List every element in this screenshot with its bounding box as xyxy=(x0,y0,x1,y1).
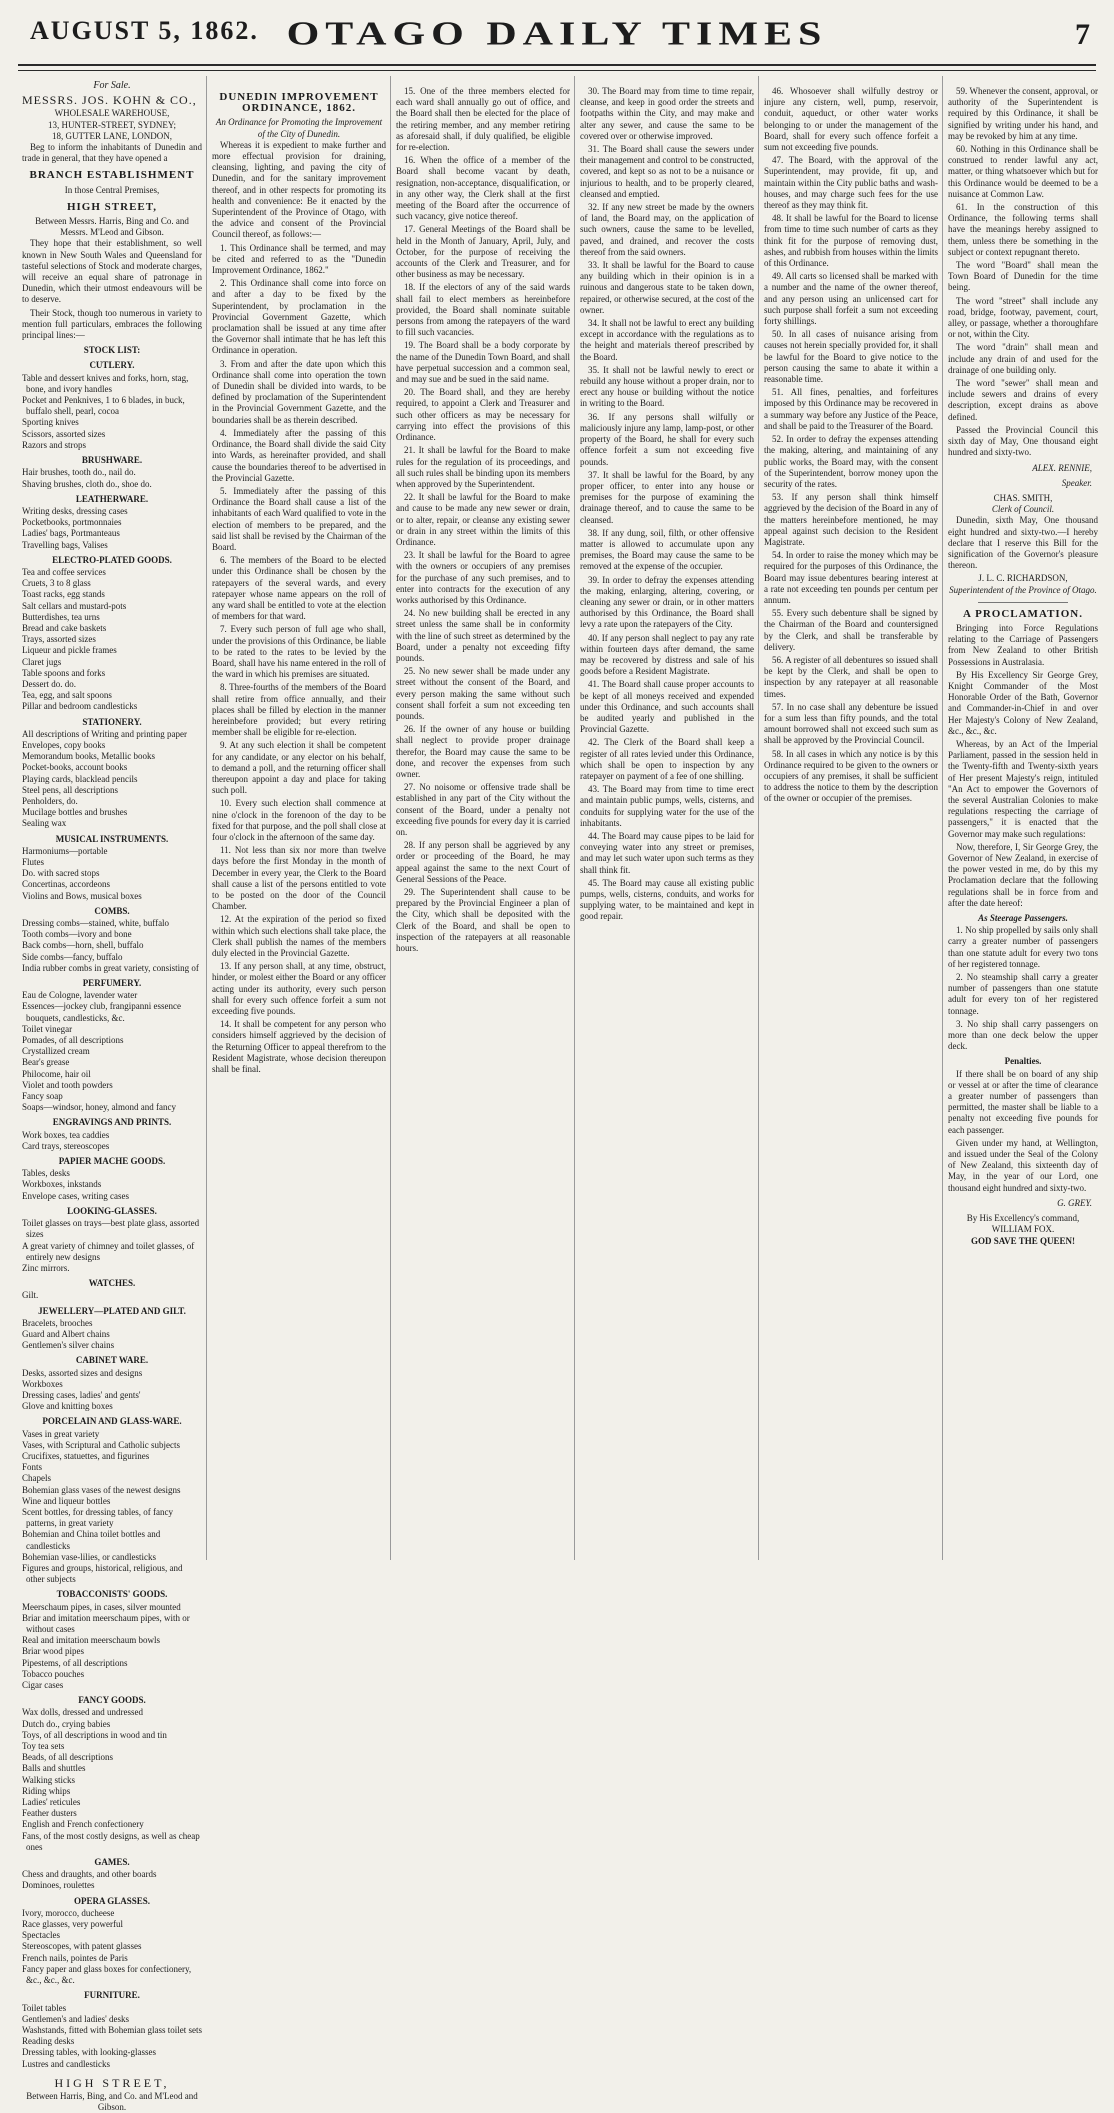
stock-section-heading: FANCY GOODS. xyxy=(78,1695,146,1706)
ordinance-clause: 23. It shall be lawful for the Board to agree with the owners or occupiers of any premises for the purchase of any such premises, and to enter into contracts for the execution of any works authorised by this Ordinance. xyxy=(396,550,570,605)
stock-item-list xyxy=(22,2003,202,2070)
firm-type: WHOLESALE WAREHOUSE, xyxy=(54,108,170,119)
stock-item: Do. with sacred stops xyxy=(22,868,100,879)
stock-item: Workboxes, inkstands xyxy=(22,1179,102,1190)
stock-item: Race glasses, very powerful xyxy=(22,1919,123,1930)
column-ordinance-5 xyxy=(948,86,1098,1556)
ordinance-clause: 53. If any person shall think himself aggrieved by the decision of the Board in any of the matters hereinbefore mentioned, he may appeal against such decision to the Resident Magistrate. xyxy=(764,492,938,547)
stock-item: Violins and Bows, musical boxes xyxy=(22,890,142,901)
stock-item: Balls and shuttles xyxy=(22,1763,86,1774)
superintendent-title: Superintendent of the Province of Otago. xyxy=(949,584,1097,595)
ordinance-clause: 20. The Board shall, and they are hereby required, to appoint a Clerk and Treasurer and such other officers as may be necessary for carrying into effect the provisions of this Ordinance. xyxy=(396,387,570,443)
stock-item: Cigar cases xyxy=(22,1680,64,1691)
stock-item-list xyxy=(22,373,202,451)
governor-signature: G. GREY. xyxy=(1057,1197,1092,1208)
issue-date: AUGUST 5, 1862. xyxy=(30,16,259,45)
firm-address: 13, HUNTER-STREET, SYDNEY; xyxy=(48,119,176,130)
stock-item-list xyxy=(22,1168,202,1202)
ordinance-clause: 5. Immediately after the passing of this Ordinance the Board shall cause a list of the inhabitants of each Ward qualified to vote in the election of members to be prepared, and the said list shall be revised by the Chairman of the Board. xyxy=(212,485,386,552)
stock-item: Real and imitation meerschaum bowls xyxy=(22,1635,160,1646)
speaker-title: Speaker. xyxy=(1061,477,1092,488)
ordinance-clause: 45. The Board may cause all existing public pumps, wells, cisterns, conduits, and works for supplying water, to be maintained and kept in good repair. xyxy=(580,877,754,922)
ordinance-clause: 21. It shall be lawful for the Board to make rules for the regulation of its proceedings, and all such rules shall be binding upon its members when approved by the Superintendent. xyxy=(396,445,570,489)
ordinance-title: DUNEDIN IMPROVEMENT ORDINANCE, 1862. xyxy=(219,91,379,115)
column-ordinance-1 xyxy=(212,86,386,1556)
speaker-name: ALEX. RENNIE, xyxy=(1032,462,1092,473)
ordinance-clause: The word "Board" shall mean the Town Board of Dunedin for the time being. xyxy=(948,260,1098,293)
ordinance-clause: 17. General Meetings of the Board shall be held in the Month of January, April, July, and October, for the purpose of receiving the accounts of the Clerk and Treasurer, and for other business as may be necessary. xyxy=(396,224,570,280)
stock-item: Tables, desks xyxy=(22,1168,70,1179)
stock-item: Bread and cake baskets xyxy=(22,622,107,633)
stock-item: Violet and tooth powders xyxy=(22,1079,113,1090)
ordinance-clause: 56. A register of all debentures so issued shall be kept by the Clerk, and shall be open to inspection by any ratepayer at all reasonable times. xyxy=(764,654,938,699)
stock-item: Dressing cases, ladies' and gents' xyxy=(22,1389,141,1400)
stock-section-heading: CABINET WARE. xyxy=(75,1355,149,1366)
ordinance-clause: 58. In all cases in which any notice is by this Ordinance required to be given to the owners or occupiers of any premises, it shall be sufficient to address the notice to them by the description of the owner or occupier of the premises. xyxy=(764,748,938,804)
ordinance-clause: 37. It shall be lawful for the Board, by any proper officer, to enter into any house or premises for the purpose of examining the drainage thereof, and to cause the same to be cleansed. xyxy=(580,469,754,525)
ordinance-clause: 48. It shall be lawful for the Board to license from time to time such number of carts as they think fit for the purpose of removing dust, ashes, and rubbish from houses within the limits of this Ordinance. xyxy=(764,213,938,269)
stock-item: Reading desks xyxy=(22,2036,75,2047)
stock-item: Dressing tables, with looking-glasses xyxy=(22,2047,156,2058)
ordinance-clause: 51. All fines, penalties, and forfeitures imposed by this Ordinance may be recovered in a summary way before any Justice of the Peace, and shall be paid to the Treasurer of the Board. xyxy=(764,387,938,431)
stock-item: Chess and draughts, and other boards xyxy=(22,1869,157,1880)
stock-item: Dessert do. do. xyxy=(22,678,76,689)
stock-item-list xyxy=(22,467,202,489)
assent-notice: Dunedin, sixth May, One thousand eight hundred and sixty-two.—I hereby declare that I reserve this Bill for the signification of the Governor's pleasure thereon. xyxy=(948,515,1098,571)
ordinance-clause: 6. The members of the Board to be elected under this Ordinance shall be chosen by the ratepayers of the several wards, and every ratepayer whose name appears on the roll of any ward shall be entitled to vote at the election of members for that ward. xyxy=(212,555,386,622)
column-ordinance-3 xyxy=(580,86,754,1556)
stock-item: Penholders, do. xyxy=(22,795,78,806)
stock-item: Envelope cases, writing cases xyxy=(22,1190,129,1201)
clerk-name: CHAS. SMITH, xyxy=(993,492,1053,503)
stock-item: Ivory, morocco, ducheese xyxy=(22,1907,115,1918)
stock-item: Dressing combs—stained, white, buffalo xyxy=(22,918,170,929)
stock-section-heading: WATCHES. xyxy=(88,1278,136,1289)
steerage-heading: As Steerage Passengers. xyxy=(978,913,1068,924)
ordinance-sections xyxy=(580,86,754,923)
stock-section-heading: ENGRAVINGS AND PRINTS. xyxy=(52,1117,172,1128)
ordinance-clause: 50. In all cases of nuisance arising from causes not herein specially provided for, it shall be lawful for the Board to give notice to the person causing the same to abate it within a reasonable time. xyxy=(764,329,938,385)
stock-item: Wine and liqueur bottles xyxy=(22,1495,111,1506)
ordinance-clause: The word "sewer" shall mean and include sewers and drains of every description, except drains as above defined. xyxy=(948,378,1098,422)
stock-item: Zinc mirrors. xyxy=(22,1262,70,1273)
ordinance-clause: 38. If any dung, soil, filth, or other offensive matter is allowed to accumulate upon any premises, the Board may cause the same to be removed at the expense of the occupier. xyxy=(580,527,754,572)
stock-item: Mucilage bottles and brushes xyxy=(22,807,128,818)
ordinance-clause: 46. Whosoever shall wilfully destroy or injure any cistern, well, pump, reservoir, conduit, aqueduct, or other water works belonging to or under the management of the Board, shall for every such offence forfeit a sum not exceeding five pounds. xyxy=(764,86,938,153)
stock-section-heading: LOOKING-GLASSES. xyxy=(67,1205,157,1216)
stock-section-heading: STATIONERY. xyxy=(82,716,142,727)
ordinance-clause: 59. Whenever the consent, approval, or authority of the Superintendent is required by this Ordinance, it shall be signified by writing under his hand, and may be revoked by him at any time. xyxy=(948,86,1098,141)
stock-item: Toilet tables xyxy=(22,2002,67,2013)
ordinance-clause: 44. The Board may cause pipes to be laid for conveying water into any street or premises, and may let such water upon such terms as they shall think fit. xyxy=(580,831,754,875)
page-number: 7 xyxy=(1075,18,1090,51)
stock-section-heading: ELECTRO-PLATED GOODS. xyxy=(52,554,172,565)
ordinance-clause: 39. In order to defray the expenses attending the making, enlarging, altering, covering, or cleaning any sewer or drain, or in other matters authorised by this Ordinance, the Board shall levy a rate upon the ratepayers of the City. xyxy=(580,574,754,630)
stock-item: French nails, pointes de Paris xyxy=(22,1952,128,1963)
stock-section-heading: TOBACCONISTS' GOODS. xyxy=(56,1589,168,1600)
ordinance-clause: 3. From and after the date upon which this Ordinance shall come into operation the town of Dunedin shall be divided into wards, to be defined by proclamation of the Superintendent in the Provincial Government Gazette, and the boundaries shall be as therein described. xyxy=(212,358,386,425)
ordinance-clause: 18. If the electors of any of the said wards shall fail to elect members as hereinbefore provided, the Board shall nominate suitable persons from among the ratepayers of the ward to fill such vacancies. xyxy=(396,282,570,338)
ordinance-clause: 40. If any person shall neglect to pay any rate within fourteen days after demand, the same may be recovered by distress and sale of his goods before a Resident Magistrate. xyxy=(580,632,754,677)
stock-item: Salt cellars and mustard-pots xyxy=(22,600,127,611)
stock-sections xyxy=(22,360,202,2069)
ordinance-clause: 8. Three-fourths of the members of the Board shall retire from office annually, and their places shall be filled by election in the manner hereinbefore provided; but every retiring member shall be eligible for re-election. xyxy=(212,682,386,738)
divider xyxy=(978,602,1068,603)
stock-section-heading: BRUSHWARE. xyxy=(81,455,143,466)
secretary-name: WILLIAM FOX. xyxy=(991,1224,1055,1235)
stock-item: Tea, egg, and salt spoons xyxy=(22,690,112,701)
stock-item: Guard and Albert chains xyxy=(22,1328,110,1339)
stock-item: Pocket-books, account books xyxy=(22,762,128,773)
footer-street: HIGH STREET, xyxy=(54,2075,170,2090)
stock-section-heading: JEWELLERY—PLATED AND GILT. xyxy=(38,1305,186,1316)
stock-item: Ladies' reticules xyxy=(22,1797,81,1808)
stock-item-list xyxy=(22,1869,202,1891)
ordinance-clause: The word "street" shall include any road, bridge, footway, pavement, court, alley, or passage, whether a thoroughfare or not, within the City. xyxy=(948,295,1098,340)
ordinance-clause: 9. At any such election it shall be competent for any candidate, or any elector on his behalf, to demand a poll, and the returning officer shall thereupon appoint a day and place for taking such poll. xyxy=(212,740,386,796)
ordinance-clause: 19. The Board shall be a body corporate by the name of the Dunedin Town Board, and shall have perpetual succession and a common seal, and may sue and be sued in the said name. xyxy=(396,340,570,385)
stock-item: Crystallized cream xyxy=(22,1046,90,1057)
stock-item: Philocome, hair oil xyxy=(22,1068,91,1079)
proclamation-paragraph: Now, therefore, I, Sir George Grey, the Governor of New Zealand, in exercise of the power vested in me, do by this my Proclamation declare that the following regulations shall be in force from and after the date hereof: xyxy=(948,841,1098,908)
ordinance-clause: 41. The Board shall cause proper accounts to be kept of all moneys received and expended under this Ordinance, and such accounts shall be audited yearly and published in the Provincial Gazette. xyxy=(580,679,754,735)
ordinance-clause: 22. It shall be lawful for the Board to make and cause to be made any new sewer or drain, or to alter, repair, or cleanse any existing sewer or drain in any street within the limits of this Ordinance. xyxy=(396,492,570,547)
stock-item: Wax dolls, dressed and undressed xyxy=(22,1707,143,1718)
clerk-title: Clerk of Council. xyxy=(991,504,1055,515)
stock-item: Eau de Cologne, lavender water xyxy=(22,990,138,1001)
ordinance-clause: 34. It shall not be lawful to erect any building except in accordance with the regulations as to the height and materials thereof prescribed by the Board. xyxy=(580,318,754,362)
steerage-regulation: 1. No ship propelled by sails only shall carry a greater number of passengers than one statute adult for every two tons of her registered tonnage. xyxy=(948,925,1098,969)
stock-item: Bohemian vase-lilies, or candlesticks xyxy=(22,1551,156,1562)
stock-item: Glove and knitting boxes xyxy=(22,1401,113,1412)
column-divider xyxy=(574,76,575,1560)
ordinance-clause: 25. No new sewer shall be made under any street without the consent of the Board, and every person making the same without such consent shall forfeit a sum not exceeding ten pounds. xyxy=(396,666,570,721)
stock-item: Claret jugs xyxy=(22,656,62,667)
footer-between: Between Harris, Bing, and Co. and M'Leod and Gibson. xyxy=(26,2090,198,2113)
stock-item: Ladies' bags, Portmanteaus xyxy=(22,528,120,539)
stock-item: Toys, of all descriptions in wood and tin xyxy=(22,1729,167,1740)
stock-item: Beads, of all descriptions xyxy=(22,1752,113,1763)
stock-item: Desks, assorted sizes and designs xyxy=(22,1367,143,1378)
stock-item: Back combs—horn, shell, buffalo xyxy=(22,940,144,951)
ordinance-sections xyxy=(948,86,1098,423)
stock-item: Chapels xyxy=(22,1473,51,1484)
stock-item: Cruets, 3 to 8 glass xyxy=(22,578,91,589)
stock-item: Bohemian glass vases of the newest designs xyxy=(22,1484,181,1495)
stock-item: Memorandum books, Metallic books xyxy=(22,751,155,762)
stock-item: Pillar and bedroom candlesticks xyxy=(22,701,138,712)
ordinance-clause: The word "drain" shall mean and include any drain of and used for the drainage of one building only. xyxy=(948,342,1098,375)
stock-item-list xyxy=(22,1218,202,1274)
stock-section-heading: CUTLERY. xyxy=(89,360,135,371)
stock-item: Toast racks, egg stands xyxy=(22,589,105,600)
stock-section-heading: FURNITURE. xyxy=(84,1990,140,2001)
stock-item: Card trays, stereoscopes xyxy=(22,1140,110,1151)
stock-item: Pomades, of all descriptions xyxy=(22,1035,124,1046)
ordinance-clause: 43. The Board may from time to time erect and maintain public pumps, wells, cisterns, and conduits for supplying water for the use of the inhabitants. xyxy=(580,784,754,828)
ordinance-clause: 61. In the construction of this Ordinance, the following terms shall have the meanings hereby assigned to them, unless there be something in the subject or context repugnant thereto. xyxy=(948,202,1098,257)
stock-item: Travelling bags, Valises xyxy=(22,539,108,550)
column-ordinance-2 xyxy=(396,86,570,1556)
stock-item: Fans, of the most costly designs, as well as cheap ones xyxy=(22,1830,200,1852)
stock-item: Trays, assorted sizes xyxy=(22,634,96,645)
stock-item: Butterdishes, tea urns xyxy=(22,611,100,622)
stock-item-list xyxy=(22,1318,202,1352)
stock-item: Fancy paper and glass boxes for confectionery, &c., &c., &c. xyxy=(22,1963,192,1986)
given-notice: Given under my hand, at Wellington, and issued under the Seal of the Colony of New Zealand, this sixteenth day of May, in the year of our Lord, one thousand eight hundred and sixty-two. xyxy=(948,1137,1098,1193)
stock-item: Briar and imitation meerschaum pipes, with or without cases xyxy=(22,1612,190,1634)
ordinance-clause: 57. In no case shall any debenture be issued for a sum less than fifty pounds, and the total amount borrowed shall not exceed such sum as shall be approved by the Provincial Council. xyxy=(764,701,938,746)
ordinance-clause: 47. The Board, with the approval of the Superintendent, may provide, fit up, and maintain within the City public baths and wash-houses, and may charge such fees for the use thereof as they may think fit. xyxy=(764,155,938,211)
stock-item-list xyxy=(22,1290,202,1301)
stock-item: Scissors, assorted sizes xyxy=(22,428,106,439)
stock-item: Walking sticks xyxy=(22,1774,76,1785)
stock-item: India rubber combs in great variety, consisting of xyxy=(22,962,199,973)
ordinance-clause: 10. Every such election shall commence at nine o'clock in the forenoon of the day to be fixed for that purpose, and the poll shall close at four o'clock in the afternoon of the same day. xyxy=(212,798,386,842)
branch-heading: BRANCH ESTABLISHMENT xyxy=(29,169,195,182)
stock-item: Vases, with Scriptural and Catholic subjects xyxy=(22,1439,180,1450)
ordinance-clause: 32. If any new street be made by the owners of land, the Board may, on the application of such owners, cause the same to be levelled, paved, and drained, and recover the costs thereof from the said owners. xyxy=(580,202,754,257)
stock-section-heading: LEATHERWARE. xyxy=(75,493,149,504)
stock-item: Shaving brushes, cloth do., shoe do. xyxy=(22,478,152,489)
stock-item: Table and dessert knives and forks, horn, stag, bone, and ivory handles xyxy=(22,372,189,394)
ordinance-clause: 7. Every such person of full age who shall, under the provisions of this Ordinance, be liable to be rated to the rates to be levied by the Board, shall have his name entered in the roll of the ward in which his premises are situated. xyxy=(212,624,386,680)
stock-item: English and French confectionery xyxy=(22,1819,144,1830)
stock-section-heading: OPERA GLASSES. xyxy=(73,1895,151,1906)
ordinance-clause: 52. In order to defray the expenses attending the making, altering, and maintaining of any public works, the Board may, with the consent of the Superintendent, borrow money upon the security of the rates. xyxy=(764,434,938,489)
stock-item: Gentlemen's and ladies' desks xyxy=(22,2013,129,2024)
stock-item: Washstands, fitted with Bohemian glass toilet sets xyxy=(22,2024,203,2035)
proclamation-paragraphs xyxy=(948,739,1098,909)
stock-item-list xyxy=(22,1130,202,1152)
stock-section-heading: COMBS. xyxy=(94,905,130,916)
ordinance-clause: 35. It shall not be lawful newly to erect or rebuild any house without a proper drain, nor to erect any house or building without the notice in writing to the Board. xyxy=(580,364,754,409)
stock-item-list xyxy=(22,506,202,551)
ad-intro: Beg to inform the inhabitants of Dunedin and trade in general, that they have opened a xyxy=(22,142,202,164)
stock-item: Dutch do., crying babies xyxy=(22,1718,111,1729)
column-advertisement xyxy=(22,80,203,2113)
firm-name: MESSRS. JOS. KOHN & CO., xyxy=(22,93,197,108)
stock-item: Bracelets, brooches xyxy=(22,1317,93,1328)
column-ordinance-4 xyxy=(764,86,938,1556)
ordinance-clause: 42. The Clerk of the Board shall keep a register of all rates levied under this Ordinance, which shall be open to inspection by any ratepayer on payment of a fee of one shilling. xyxy=(580,737,754,781)
stock-item: Playing cards, blacklead pencils xyxy=(22,773,138,784)
ordinance-clause: 31. The Board shall cause the sewers under their management and control to be constructed, covered, and kept so as not to be a nuisance or injurious to health, and to be properly cleared, cleansed and emptied. xyxy=(580,144,754,199)
stock-item: Stereoscopes, with patent glasses xyxy=(22,1941,142,1952)
ordinance-sections xyxy=(396,86,570,954)
ordinance-clause: Whereas it is expedient to make further and more effectual provision for draining, cleansing, lighting, and paving the city of Dunedin, and for the sanitary improvement thereof, and in other respects for promoting its health and convenience: Be it enacted by the Superintendent of the Province of Otago, with the advice and consent of the Provincial Council thereof, as follows:— xyxy=(212,139,386,240)
stock-item: Concertinas, accordeons xyxy=(22,879,110,890)
stock-item: Liqueur and pickle frames xyxy=(22,645,117,656)
stock-item: Bohemian and China toilet bottles and candlesticks xyxy=(22,1529,161,1551)
stock-item: Figures and groups, historical, religious, and other subjects xyxy=(22,1562,183,1585)
stock-item: Dominoes, roulettes xyxy=(22,1880,95,1891)
god-save-the-queen: GOD SAVE THE QUEEN! xyxy=(971,1235,1075,1246)
ordinance-clause: 13. If any person shall, at any time, obstruct, hinder, or molest either the Board or any officer acting under its authority, every such person shall for every such offence forfeit a sum not exceeding five pounds. xyxy=(212,961,386,1017)
stock-item-list xyxy=(22,1429,202,1586)
ordinance-clause: 27. No noisome or offensive trade shall be established in any part of the City without the consent of the Board, under a penalty not exceeding five pounds for every day it is carried on. xyxy=(396,782,570,837)
firm-address: 18, GUTTER LANE, LONDON, xyxy=(52,130,172,141)
stock-item-list xyxy=(22,1368,202,1413)
stock-item: Workboxes xyxy=(22,1378,63,1389)
stock-item: Table spoons and forks xyxy=(22,667,106,678)
street-heading: HIGH STREET, xyxy=(66,200,158,213)
stock-item-list xyxy=(22,729,202,830)
section-label: For Sale. xyxy=(93,80,131,91)
stock-item-list xyxy=(22,990,202,1113)
stock-item: Fancy soap xyxy=(22,1091,63,1102)
ordinance-clause: 24. No new building shall be erected in any street unless the same shall be in conformity with the line of such street as determined by the Board, under a penalty not exceeding fifty pounds. xyxy=(396,608,570,663)
newspaper-title: OTAGO DAILY TIMES xyxy=(286,15,828,53)
between-text: Between Messrs. Harris, Bing and Co. and Messrs. M'Leod and Gibson. xyxy=(35,216,189,238)
stock-item: A great variety of chimney and toilet glasses, of entirely new designs xyxy=(22,1240,195,1262)
penalties-text: If there shall be on board of any ship or vessel at or after the time of clearance a greater number of passengers than permitted, the master shall be liable to a penalty not exceeding five pounds for each passenger. xyxy=(948,1068,1098,1135)
stock-item: Feather dusters xyxy=(22,1808,77,1819)
stock-item: Hair brushes, tooth do., nail do. xyxy=(22,467,136,478)
ordinance-clause: 4. Immediately after the passing of this Ordinance, the Board shall divide the said City into Wards, as hereinafter provided, and shall cause the boundaries thereof to be advertised in the Provincial Gazette. xyxy=(212,427,386,483)
stock-item: Sporting knives xyxy=(22,417,79,428)
stock-item: Toy tea sets xyxy=(22,1741,65,1752)
stock-item: Flutes xyxy=(22,857,45,867)
stock-item: Scent bottles, for dressing tables, of fancy patterns, in great variety xyxy=(22,1506,173,1529)
ordinance-clause: 14. It shall be competent for any person who considers himself aggrieved by the decision of the Returning Officer to appeal therefrom to the Resident Magistrate, whose decision thereupon shall be final. xyxy=(212,1019,386,1075)
ordinance-clause: 28. If any person shall be aggrieved by any order or proceeding of the Board, he may appeal against the same to the next Court of General Sessions of the Peace. xyxy=(396,840,570,884)
column-divider xyxy=(758,76,759,1560)
stock-item: Essences—jockey club, frangipanni essence bouquets, candlesticks, &c. xyxy=(22,1001,181,1023)
proclamation-paragraph: Whereas, by an Act of the Imperial Parliament, passed in the session held in the Twenty-fifth and Twenty-sixth years of Her present Majesty's reign, intituled "An Act to empower the Governors of the several Australian Colonies to make regulations respecting the carriage of passengers," it is enacted that the Governor may make such regulations: xyxy=(948,738,1098,839)
stock-item: Gentlemen's silver chains xyxy=(22,1340,115,1351)
masthead-rule xyxy=(18,64,1096,66)
stock-item: Briar wood pipes xyxy=(22,1646,84,1657)
ordinance-clause: 11. Not less than six nor more than twelve days before the first Monday in the month of December in every year, the Clerk to the Board shall cause a list of the persons entitled to vote to be posted on the door of the Council Chamber. xyxy=(212,845,386,912)
steerage-regulation: 2. No steamship shall carry a greater number of passengers than one statute adult for every ton of her registered tonnage. xyxy=(948,972,1098,1016)
column-divider xyxy=(942,76,943,1560)
stock-item-list xyxy=(22,1707,202,1853)
stock-item: Pocketbooks, portmonnaies xyxy=(22,517,122,528)
stock-section-heading: PAPIER MACHE GOODS. xyxy=(58,1156,166,1167)
stock-section-heading: MUSICAL INSTRUMENTS. xyxy=(55,833,169,844)
stock-item: Harmoniums—portable xyxy=(22,845,108,856)
ordinance-clause: 33. It shall be lawful for the Board to cause any building which in their opinion is in a ruinous and dangerous state to be taken down, repaired, or otherwise secured, at the cost of the owner. xyxy=(580,260,754,315)
stock-item: Tooth combs—ivory and bone xyxy=(22,929,132,940)
stock-item: Pipestems, of all descriptions xyxy=(22,1657,128,1668)
stock-item-list xyxy=(22,846,202,902)
stock-item: Writing desks, dressing cases xyxy=(22,505,128,516)
stock-item: All descriptions of Writing and printing paper xyxy=(22,728,187,739)
ordinance-clause: 29. The Superintendent shall cause to be prepared by the Provincial Engineer a plan of the City, which shall be deposited with the Clerk of the Board, and shall be open to inspection of the ratepayers at all reasonable hours. xyxy=(396,887,570,954)
steerage-regulation: 3. No ship shall carry passengers on more than one deck below the upper deck. xyxy=(948,1018,1098,1052)
ordinance-clause: 2. This Ordinance shall come into force on and after a day to be fixed by the Superintendent, by proclamation in the Provincial Government Gazette, which proclamation shall be issued at any time after the Governor shall intimate that he has left this Ordinance in operation. xyxy=(212,278,386,356)
ordinance-clause: 12. At the expiration of the period so fixed within which such elections shall take place, the Clerk shall publish the names of the members duly elected in the Provincial Gazette. xyxy=(212,914,386,959)
stock-section-heading: PORCELAIN AND GLASS-WARE. xyxy=(42,1416,182,1427)
branch-location: In those Central Premises, xyxy=(64,184,160,195)
stock-item: Side combs—fancy, buffalo xyxy=(22,951,123,962)
stock-item-list xyxy=(22,918,202,974)
stock-item: Work boxes, tea caddies xyxy=(22,1129,110,1140)
stock-item-list xyxy=(22,567,202,713)
stock-section-heading: GAMES. xyxy=(94,1857,130,1868)
ordinance-clause: 54. In order to raise the money which may be required for the purposes of this Ordinance, the Board may issue debentures bearing interest at a rate not exceeding ten pounds per centum per annum. xyxy=(764,550,938,605)
ordinance-clause: 30. The Board may from time to time repair, cleanse, and keep in good order the streets and footpaths within the City, and may make and alter any sewer, and cause the same to be covered over or otherwise improved. xyxy=(580,86,754,141)
command-line: By His Excellency's command, xyxy=(966,1213,1080,1224)
ordinance-clause: 55. Every such debenture shall be signed by the Chairman of the Board and countersigned by the Clerk, and shall be transferable by delivery. xyxy=(764,608,938,652)
stock-item: Steel pens, all descriptions xyxy=(22,784,118,795)
stock-item-list xyxy=(22,1908,202,1986)
stock-item: Tea and coffee services xyxy=(22,566,106,577)
stock-item: Crucifixes, statuettes, and figurines xyxy=(22,1450,150,1461)
penalties-heading: Penalties. xyxy=(1004,1056,1042,1067)
ordinance-subtitle: An Ordinance for Promoting the Improvement of the City of Dunedin. xyxy=(215,117,383,139)
ordinance-clause: 16. When the office of a member of the Board shall become vacant by death, resignation, non-acceptance, disqualification, or in any other way, the Clerk shall at the first meeting of the Board after the occurrence of such vacancy, give notice thereof. xyxy=(396,155,570,222)
stock-item: Gilt. xyxy=(22,1290,39,1301)
column-divider xyxy=(206,76,207,1560)
ordinance-clause: 15. One of the three members elected for each ward shall annually go out of office, and the Board shall then be elected for the place of the retiring member, and any member retiring as aforesaid shall, if duly qualified, be eligible for re-election. xyxy=(396,86,570,153)
passed-notice: Passed the Provincial Council this sixth day of May, One thousand eight hundred and sixty-two. xyxy=(948,424,1098,458)
column-divider xyxy=(390,76,391,1560)
ordinance-sections xyxy=(212,140,386,1075)
stock-item: Spectacles xyxy=(22,1930,60,1941)
ad-body: They hope that their establishment, so well known in New South Wales and Queensland for tasteful selections of Stock and moderate charges, will receive an equal share of patronage in Dunedin, which their utmost endeavours will be to deserve. xyxy=(22,238,202,305)
stock-item: Sealing wax xyxy=(22,818,67,829)
proclamation-subtitle: Bringing into Force Regulations relating to the Carriage of Passengers from New Zealand to other British Possessions in Australasia. xyxy=(948,622,1098,667)
stock-item: Riding whips xyxy=(22,1785,71,1796)
stock-item: Bear's grease xyxy=(22,1057,70,1068)
stock-item-list xyxy=(22,1602,202,1692)
stock-section-heading: PERFUMERY. xyxy=(82,978,142,989)
stock-item: Razors and strops xyxy=(22,439,86,450)
ordinance-sections xyxy=(764,86,938,805)
stock-item: Soaps—windsor, honey, almond and fancy xyxy=(22,1102,177,1113)
proclamation-heading: A PROCLAMATION. xyxy=(963,607,1083,620)
stock-item: Toilet glasses on trays—best plate glass, assorted sizes xyxy=(22,1218,200,1240)
proclamation-by: By His Excellency Sir George Grey, Knight Commander of the Most Honorable Order of the Bath, Governor and Commander-in-Chief in and over Her Majesty's Colony of New Zealand, &c., &c., &c. xyxy=(948,669,1098,736)
stock-list-heading: STOCK LIST: xyxy=(83,345,141,356)
stock-item: Toilet vinegar xyxy=(22,1023,73,1034)
stock-item: Pocket and Penknives, 1 to 6 blades, in buck, buffalo shell, pearl, cocoa xyxy=(22,395,185,417)
stock-item: Tobacco pouches xyxy=(22,1668,85,1679)
stock-item: Lustres and candlesticks xyxy=(22,2058,110,2069)
steerage-items xyxy=(948,925,1098,1052)
stock-item: Envelopes, copy books xyxy=(22,739,106,750)
masthead-rule-thin xyxy=(18,70,1096,71)
ordinance-clause: 49. All carts so licensed shall be marked with a number and the name of the owner thereof, and any person using an unlicensed cart for such purpose shall forfeit a sum not exceeding forty shillings. xyxy=(764,271,938,327)
stock-item: Meerschaum pipes, in cases, silver mounted xyxy=(22,1601,181,1612)
stock-item: Vases in great variety xyxy=(22,1428,100,1439)
masthead xyxy=(18,8,1096,60)
stock-intro: Their Stock, though too numerous in variety to mention full particulars, embraces the following principal lines:— xyxy=(22,307,202,341)
ordinance-clause: 26. If the owner of any house or building shall neglect to provide proper drainage therefor, the Board may cause the same to be done, and recover the expenses from such owner. xyxy=(396,724,570,779)
superintendent-name: J. L. C. RICHARDSON, xyxy=(978,573,1068,584)
stock-item: Fonts xyxy=(22,1462,43,1473)
ordinance-clause: 60. Nothing in this Ordinance shall be construed to render lawful any act, matter, or thing whatsoever which but for this Ordinance would be deemed to be a nuisance at Common Law. xyxy=(948,144,1098,199)
ordinance-clause: 1. This Ordinance shall be termed, and may be cited and referred to as the "Dunedin Improvement Ordinance, 1862." xyxy=(212,242,386,276)
ordinance-clause: 36. If any persons shall wilfully or maliciously injure any lamp, lamp-post, or other property of the Board, he shall for every such offence forfeit a sum not exceeding five pounds. xyxy=(580,411,754,467)
